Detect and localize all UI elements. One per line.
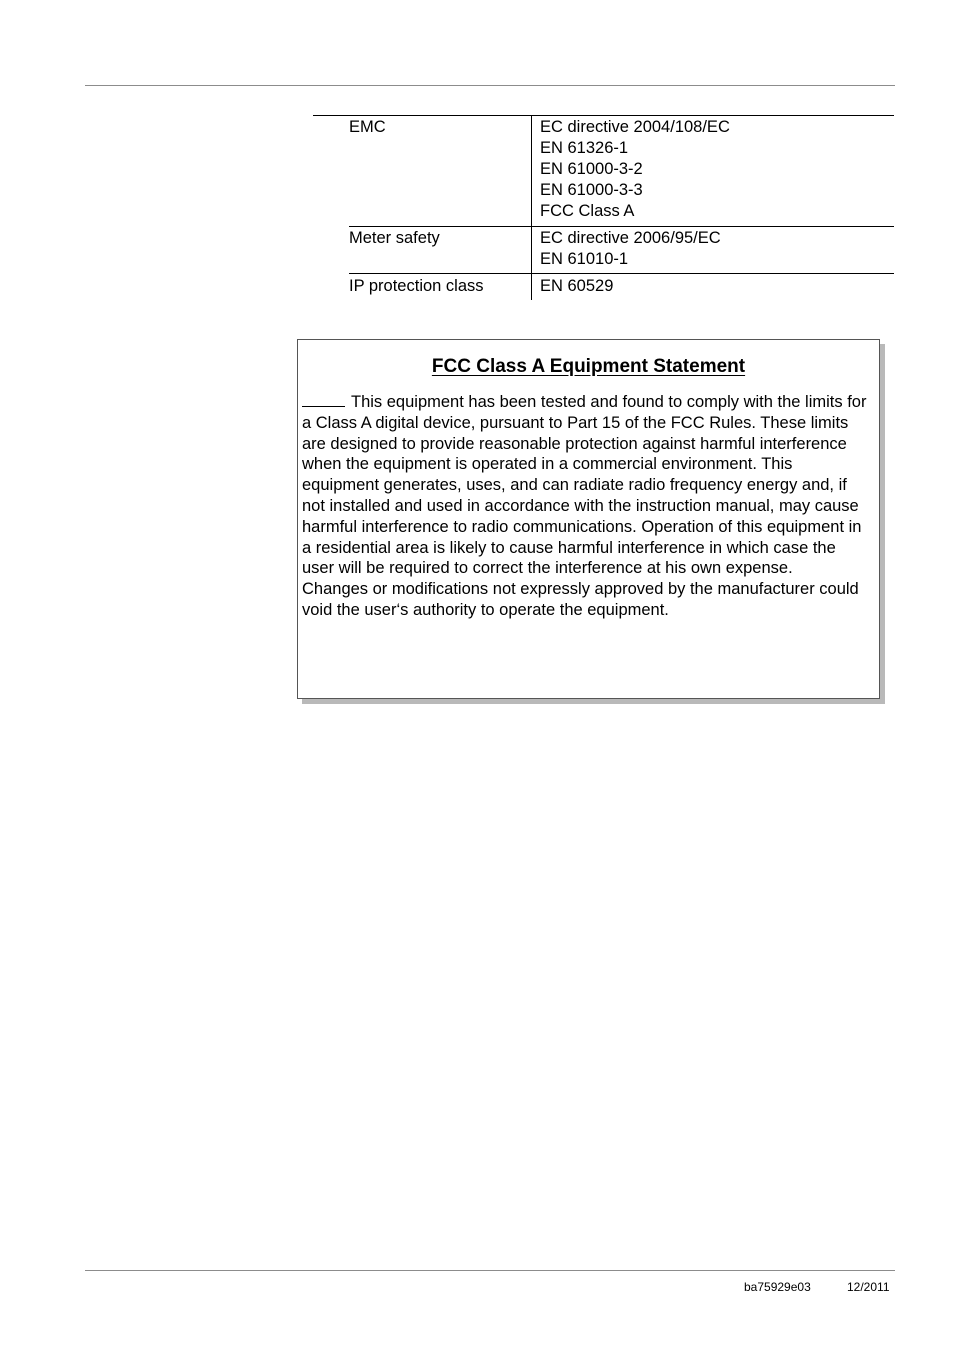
row-label: IP protection class bbox=[349, 277, 484, 295]
value-line: EN 61000-3-2 bbox=[540, 160, 643, 178]
document-date: 12/2011 bbox=[847, 1280, 890, 1294]
table-row-meter-safety bbox=[349, 226, 894, 274]
value-line: EC directive 2004/108/EC bbox=[540, 118, 730, 136]
value-line: EC directive 2006/95/EC bbox=[540, 229, 721, 247]
value-line: EN 61010-1 bbox=[540, 250, 629, 268]
fcc-paragraph-1-text: This equipment has been tested and found to comply with the limits for a Class A digital device, pursuant to Part 15 of the FCC Rules. These limits are designed to provide reasonable protection against harmful interference when the equipment is operated in a commercial environment. This equipment generates, uses, and can radiate radio frequency energy and, if not installed and used in accordance with the instruction manual, may cause harmful interference to radio communications. Operation of this equipment in a residential area is likely to cause harmful interference in which case the user will be required to correct the interference at his own expense. bbox=[302, 393, 867, 578]
header-rule bbox=[85, 85, 895, 86]
value-line: FCC Class A bbox=[540, 202, 635, 220]
indent-underline bbox=[302, 393, 345, 407]
fcc-statement-body bbox=[302, 392, 868, 621]
fcc-paragraph-2: Changes or modifications not expressly approved by the manufacturer could void the user‘s authority to operate the equipment. bbox=[302, 580, 859, 619]
table-row-emc bbox=[349, 115, 894, 227]
row-values bbox=[531, 115, 894, 226]
fcc-statement-title: FCC Class A Equipment Statement bbox=[431, 356, 746, 377]
fcc-paragraph-1 bbox=[302, 392, 868, 579]
document-number: ba75929e03 bbox=[744, 1280, 811, 1294]
value-line: EN 60529 bbox=[540, 277, 614, 295]
value-line: EN 61000-3-3 bbox=[540, 181, 643, 199]
value-line: EN 61326-1 bbox=[540, 139, 629, 157]
table-row-ip-protection bbox=[349, 274, 894, 300]
fcc-statement-box bbox=[297, 339, 880, 699]
row-values bbox=[531, 226, 894, 273]
row-label: EMC bbox=[349, 118, 386, 136]
row-values bbox=[531, 274, 894, 300]
footer-rule bbox=[85, 1270, 895, 1271]
row-label: Meter safety bbox=[349, 229, 440, 247]
